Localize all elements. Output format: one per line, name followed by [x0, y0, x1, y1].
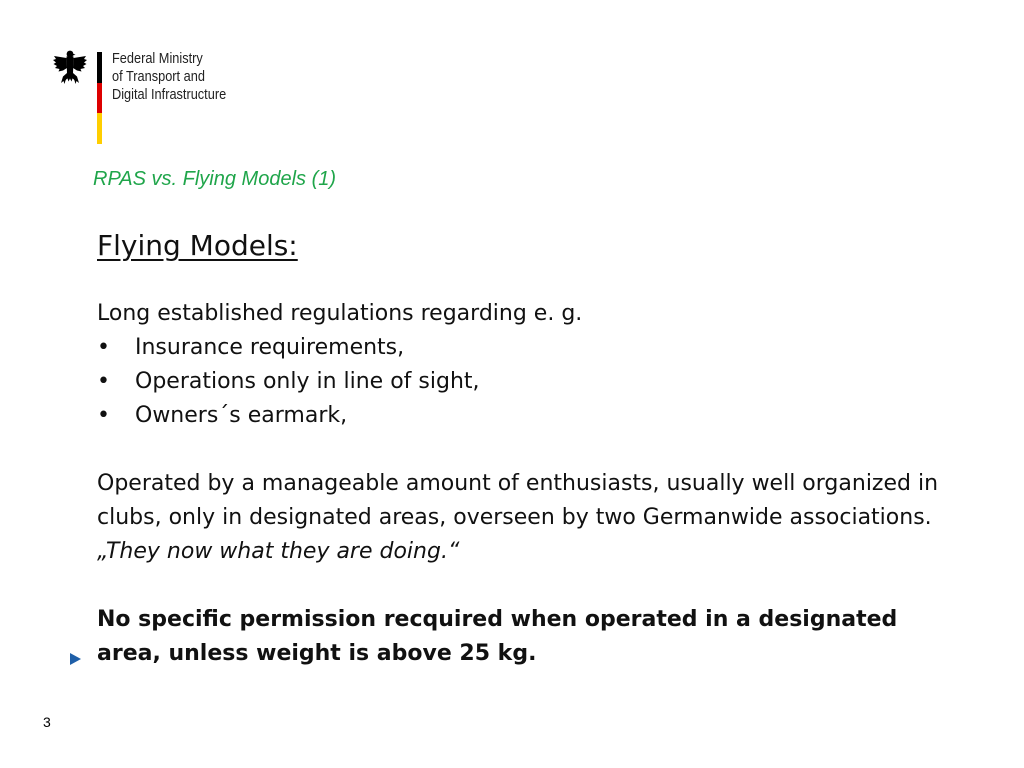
bullet-item	[97, 399, 957, 433]
bullet-list	[97, 331, 957, 433]
ministry-name	[112, 50, 226, 104]
ministry-line: of Transport and	[112, 69, 205, 85]
flag-black-stripe	[97, 52, 102, 83]
play-arrow-icon	[70, 653, 81, 665]
description-text: Operated by a manageable amount of enthusiasts, usually well organized in clubs, only in designated areas, overseen by two Germanwide associations.	[97, 471, 939, 530]
section-heading: Flying Models:	[97, 229, 298, 262]
bold-statement: No specific permission recquired when operated in a designated area, unless weight is above 25 kg.	[97, 607, 898, 666]
intro-text: Long established regulations regarding e. g.	[97, 301, 583, 326]
bullet-item	[97, 365, 957, 399]
description-paragraph	[97, 467, 957, 569]
slide-content	[97, 226, 957, 671]
flag-red-stripe	[97, 83, 102, 114]
spacer	[97, 433, 957, 467]
federal-eagle-icon	[52, 48, 88, 88]
bullet-dot: •	[97, 403, 110, 428]
bullet-text: Insurance requirements,	[135, 335, 405, 360]
spacer	[97, 569, 957, 603]
page-number: 3	[43, 714, 51, 730]
bullet-item	[97, 331, 957, 365]
slide-subtitle: RPAS vs. Flying Models (1)	[93, 168, 337, 190]
ministry-line: Federal Ministry	[112, 51, 203, 67]
flag-bar	[97, 52, 102, 144]
bullet-text: Operations only in line of sight,	[135, 369, 480, 394]
description-quote: „They now what they are doing.“	[97, 539, 460, 564]
flag-gold-stripe	[97, 113, 102, 144]
ministry-line: Digital Infrastructure	[112, 87, 227, 103]
bullet-dot: •	[97, 369, 110, 394]
bullet-dot: •	[97, 335, 110, 360]
bullet-text: Owners´s earmark,	[135, 403, 348, 428]
